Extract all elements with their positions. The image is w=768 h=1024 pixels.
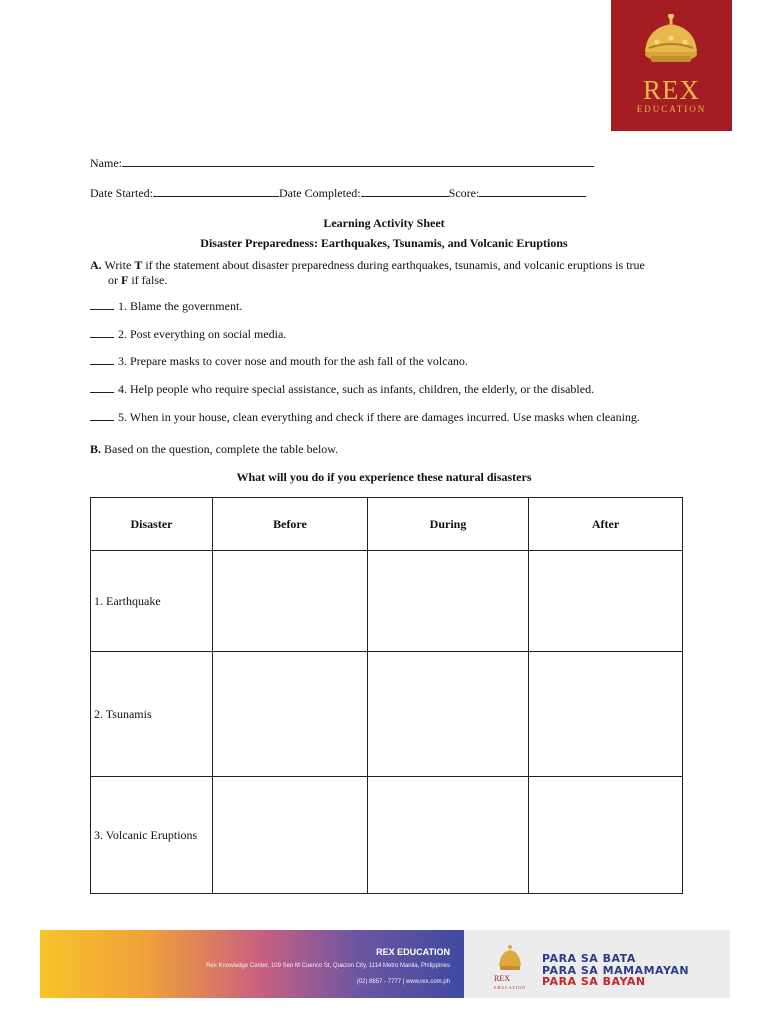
mini-crown-icon	[496, 944, 524, 974]
instr-text: Based on the question, complete the table below.	[101, 442, 339, 456]
answer-blank[interactable]	[90, 326, 114, 338]
header-disaster: Disaster	[91, 498, 213, 551]
cell-before[interactable]	[213, 551, 368, 652]
instr-text: if the statement about disaster preparedness during earthquakes, tsunamis, and volcanic eruptions is true	[142, 258, 645, 272]
sheet-title: Learning Activity Sheet	[323, 216, 445, 230]
slogan-line-1: PARA SA BATA	[542, 952, 636, 965]
part-a-instruction	[90, 258, 680, 288]
item-text: 4. Help people who require special assistance, such as infants, children, the elderly, or the disabled.	[118, 382, 595, 396]
answer-blank[interactable]	[90, 298, 114, 310]
logo-brand: REX	[643, 75, 700, 105]
item-text: 2. Post everything on social media.	[118, 327, 287, 341]
slogan-line-3: PARA SA BAYAN	[542, 975, 646, 988]
name-label: Name:	[90, 156, 122, 170]
cell-during[interactable]	[368, 777, 529, 894]
row-label-earthquake: 1. Earthquake	[91, 551, 213, 652]
footer-slogan-panel	[464, 930, 730, 998]
date-started-blank[interactable]	[153, 185, 279, 197]
footer-org: REX EDUCATION	[376, 947, 450, 957]
answer-blank[interactable]	[90, 353, 114, 365]
cell-before[interactable]	[213, 652, 368, 777]
logo-subtitle: EDUCATION	[636, 104, 707, 114]
header-after: After	[529, 498, 683, 551]
date-started-label: Date Started:	[90, 186, 153, 200]
cell-after[interactable]	[529, 652, 683, 777]
footer-banner	[40, 930, 730, 998]
cell-after[interactable]	[529, 551, 683, 652]
sheet-subtitle: Disaster Preparedness: Earthquakes, Tsunamis, and Volcanic Eruptions	[200, 236, 568, 250]
part-b-marker: B.	[90, 442, 102, 456]
cell-after[interactable]	[529, 777, 683, 894]
header-before: Before	[213, 498, 368, 551]
score-label: Score:	[448, 186, 480, 200]
date-completed-blank[interactable]	[361, 185, 449, 197]
part-b-instruction	[90, 442, 338, 457]
slogan-line-2: PARA SA MAMAMAYAN	[542, 964, 690, 977]
crown-icon	[635, 14, 708, 76]
item-text: 5. When in your house, clean everything and check if there are damages incurred. Use masks when cleaning.	[118, 410, 640, 424]
row-label-volcanic: 3. Volcanic Eruptions	[91, 777, 213, 894]
list-item	[90, 326, 286, 342]
cell-before[interactable]	[213, 777, 368, 894]
instr-false-letter: F	[121, 273, 129, 287]
instr-true-letter: T	[134, 258, 143, 272]
table-row	[91, 652, 683, 777]
rex-logo	[611, 0, 732, 131]
cell-during[interactable]	[368, 652, 529, 777]
mini-subtitle: EDUCATION	[494, 985, 526, 990]
footer-address: Rex Knowledge Center, 109 Sen M Cuenco St, Quezon City, 1114 Metro Manila, Philippines	[206, 963, 450, 969]
table-row	[91, 777, 683, 894]
part-a-marker: A.	[90, 258, 102, 272]
answer-blank[interactable]	[90, 409, 114, 421]
table-row	[91, 551, 683, 652]
item-text: 1. Blame the government.	[118, 299, 243, 313]
name-blank[interactable]	[122, 155, 594, 167]
mini-brand: REX	[494, 974, 510, 983]
dates-score-row	[90, 185, 586, 201]
instr-text: Write	[104, 258, 135, 272]
answer-blank[interactable]	[90, 381, 114, 393]
name-field[interactable]	[90, 155, 594, 171]
footer-gradient	[40, 930, 464, 998]
disaster-table	[90, 497, 683, 894]
list-item	[90, 353, 468, 369]
table-title: What will you do if you experience these natural disasters	[236, 470, 532, 484]
footer-contact: (02) 8857 - 7777 | www.rex.com.ph	[356, 979, 450, 985]
header-during: During	[368, 498, 529, 551]
item-text: 3. Prepare masks to cover nose and mouth for the ash fall of the volcano.	[118, 354, 468, 368]
score-blank[interactable]	[479, 185, 586, 197]
instr-text: if false.	[128, 273, 168, 287]
row-label-tsunamis: 2. Tsunamis	[91, 652, 213, 777]
date-completed-label: Date Completed:	[278, 186, 361, 200]
instr-text: or	[108, 273, 121, 287]
cell-during[interactable]	[368, 551, 529, 652]
list-item	[90, 381, 594, 397]
list-item	[90, 298, 242, 314]
table-header-row	[91, 498, 683, 551]
list-item	[90, 409, 640, 425]
